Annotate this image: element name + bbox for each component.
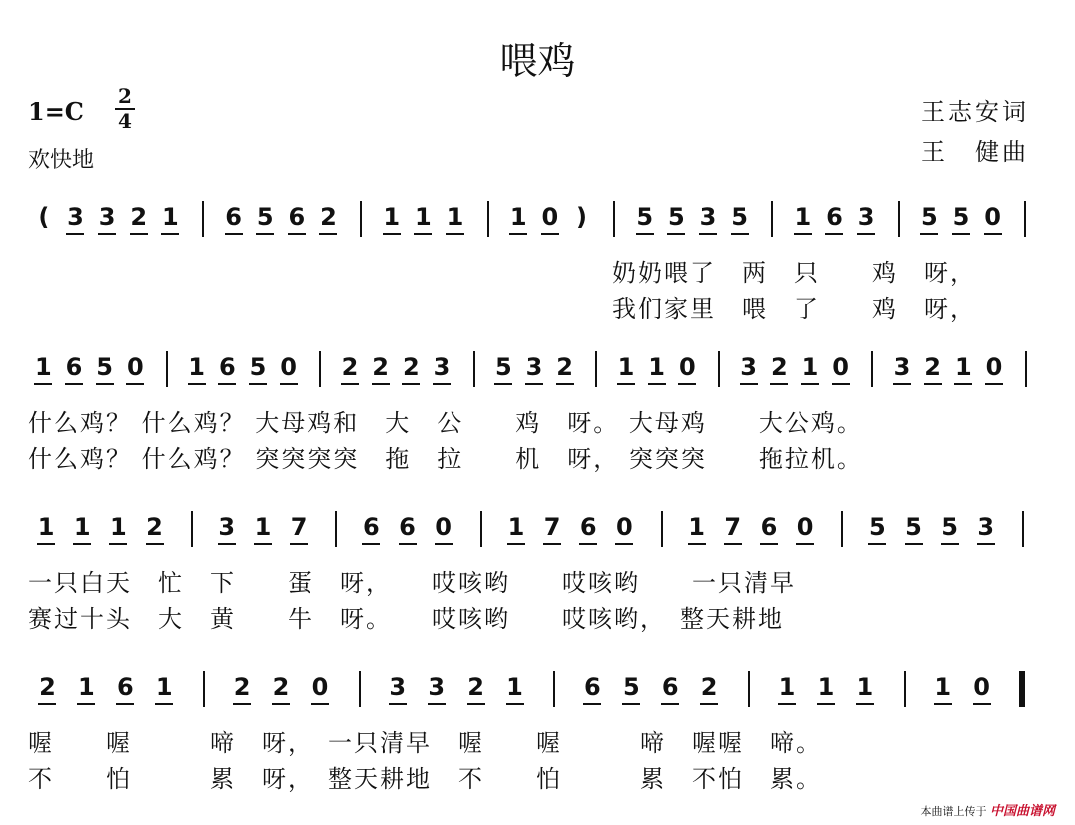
note: 2 [233, 673, 251, 701]
beam-underline [494, 383, 512, 385]
note: 2 [924, 353, 941, 381]
beam-underline [794, 233, 812, 235]
barline [613, 201, 615, 237]
note: 1 [34, 353, 52, 381]
note: 2 [341, 353, 359, 381]
beam-underline [428, 703, 446, 705]
barline [480, 511, 482, 547]
note: 6 [399, 513, 416, 541]
beam-underline [372, 383, 390, 385]
beam-underline [973, 703, 991, 705]
note: 0 [973, 673, 990, 701]
note: 2 [130, 203, 148, 231]
beam-underline [700, 703, 718, 705]
time-sig-top: 2 [118, 84, 132, 108]
beam-underline [34, 383, 52, 385]
note: 0 [615, 513, 633, 541]
beam-underline [73, 543, 91, 545]
note: 1 [688, 513, 705, 541]
beam-underline [817, 703, 835, 705]
note: 1 [73, 513, 91, 541]
beam-underline [38, 703, 56, 705]
note: 7 [543, 513, 561, 541]
lyric-line: 我们家里 喂 了 鸡 呀， [612, 295, 976, 323]
note: 1 [856, 673, 874, 701]
beam-underline [311, 703, 329, 705]
note: 3 [740, 353, 757, 381]
lyric-line: 喔 喔 啼 呀， 一只清早 喔 喔 啼 喔喔 啼。 [28, 729, 822, 757]
beam-underline [622, 703, 640, 705]
note: 6 [65, 353, 83, 381]
note: 6 [584, 673, 601, 701]
beam-underline [543, 543, 561, 545]
note: 1 [155, 673, 173, 701]
note: 0 [541, 203, 559, 231]
note: ) [575, 203, 587, 231]
beam-underline [740, 383, 758, 385]
beam-underline [541, 233, 559, 235]
barline [319, 351, 321, 387]
beam-underline [254, 543, 272, 545]
note: 6 [218, 353, 236, 381]
key-signature: 1=C [28, 97, 84, 126]
note: 1 [188, 353, 205, 381]
barline [841, 511, 843, 547]
barline [1022, 511, 1024, 547]
note: 5 [731, 203, 748, 231]
beam-underline [98, 233, 116, 235]
note: 5 [920, 203, 938, 231]
note: 3 [525, 353, 543, 381]
note: 5 [622, 673, 640, 701]
barline [661, 511, 663, 547]
footer [920, 800, 1055, 819]
barline [202, 201, 204, 237]
note: 1 [161, 203, 179, 231]
beam-underline [801, 383, 819, 385]
beam-underline [272, 703, 290, 705]
beam-underline [65, 383, 83, 385]
note: 5 [256, 203, 274, 231]
beam-underline [770, 383, 788, 385]
barline [1019, 671, 1025, 707]
beam-underline [383, 233, 401, 235]
beam-underline [362, 543, 380, 545]
beam-underline [617, 383, 635, 385]
beam-underline [985, 383, 1003, 385]
note: 0 [280, 353, 297, 381]
note: 0 [435, 513, 452, 541]
beam-underline [661, 703, 679, 705]
beam-underline [77, 703, 95, 705]
note: 1 [794, 203, 812, 231]
note: 5 [868, 513, 886, 541]
note: 2 [402, 353, 420, 381]
barline [473, 351, 475, 387]
beam-underline [218, 543, 236, 545]
note: 5 [941, 513, 958, 541]
note: 2 [556, 353, 573, 381]
note: 2 [372, 353, 389, 381]
barline [335, 511, 337, 547]
note: 1 [254, 513, 272, 541]
beam-underline [435, 543, 453, 545]
beam-underline [856, 703, 874, 705]
time-sig-bottom: 4 [118, 109, 132, 133]
lyric-line: 什么鸡？ 什么鸡？ 大母鸡和 大 公 鸡 呀。 大母鸡 大公鸡。 [28, 409, 863, 437]
lyric-line: 一只白天 忙 下 蛋 呀， 哎咳哟 哎咳哟 一只清早 [28, 569, 796, 597]
barline [595, 351, 597, 387]
note: 5 [636, 203, 654, 231]
note: 1 [817, 673, 835, 701]
note: 0 [832, 353, 849, 381]
note: 7 [290, 513, 308, 541]
beam-underline [924, 383, 942, 385]
beam-underline [507, 543, 525, 545]
beam-underline [280, 383, 298, 385]
note: 3 [857, 203, 875, 231]
note: 3 [218, 513, 236, 541]
beam-underline [341, 383, 359, 385]
beam-underline [37, 543, 55, 545]
beam-underline [161, 233, 179, 235]
beam-underline [96, 383, 114, 385]
note: 6 [362, 513, 380, 541]
beam-underline [225, 233, 243, 235]
note: 0 [984, 203, 1001, 231]
beam-underline [699, 233, 717, 235]
beam-underline [109, 543, 127, 545]
beam-underline [66, 233, 84, 235]
beam-underline [952, 233, 970, 235]
song-title: 喂鸡 [499, 39, 576, 83]
beam-underline [155, 703, 173, 705]
note: 0 [678, 353, 696, 381]
beam-underline [934, 703, 952, 705]
beam-underline [583, 703, 601, 705]
barline [553, 671, 555, 707]
beam-underline [130, 233, 148, 235]
note: 5 [952, 203, 970, 231]
beam-underline [857, 233, 875, 235]
beam-underline [249, 383, 267, 385]
note: 6 [760, 513, 778, 541]
beam-underline [414, 233, 432, 235]
note: 3 [389, 673, 407, 701]
note: 3 [699, 203, 717, 231]
beam-underline [796, 543, 814, 545]
note: 5 [494, 353, 512, 381]
tempo-marking: 欢快地 [28, 148, 95, 173]
note: 1 [383, 203, 401, 231]
note: 1 [954, 353, 972, 381]
barline [871, 351, 873, 387]
note: 1 [509, 203, 527, 231]
lyric-line: 赛过十头 大 黄 牛 呀。 哎咳哟 哎咳哟， 整天耕地 [28, 605, 784, 633]
barline [771, 201, 773, 237]
lyric-line: 奶奶喂了 两 只 鸡 呀， [612, 259, 976, 287]
barline [359, 671, 361, 707]
beam-underline [525, 383, 543, 385]
note: 2 [320, 203, 337, 231]
note: 1 [648, 353, 665, 381]
note: 5 [905, 513, 922, 541]
beam-underline [825, 233, 843, 235]
beam-underline [688, 543, 706, 545]
barline [904, 671, 906, 707]
note: 0 [311, 673, 329, 701]
beam-underline [556, 383, 574, 385]
beam-underline [389, 703, 407, 705]
note: 1 [506, 673, 523, 701]
site-logo: 中国曲谱网 [989, 804, 1055, 819]
note: 1 [934, 673, 952, 701]
beam-underline [615, 543, 633, 545]
note: 2 [467, 673, 484, 701]
lyric-line: 不 怕 累 呀， 整天耕地 不 怕 累 不怕 累。 [28, 765, 822, 793]
beam-underline [319, 233, 337, 235]
barline [1025, 351, 1027, 387]
barline [487, 201, 489, 237]
note: 6 [225, 203, 242, 231]
beam-underline [233, 703, 251, 705]
note: 0 [796, 513, 814, 541]
beam-underline [188, 383, 206, 385]
note: 6 [661, 673, 679, 701]
note: 5 [249, 353, 267, 381]
barline [166, 351, 168, 387]
barline [748, 671, 750, 707]
note: 1 [109, 513, 127, 541]
beam-underline [731, 233, 749, 235]
beam-underline [941, 543, 959, 545]
note: 1 [507, 513, 525, 541]
note: 2 [770, 353, 788, 381]
note: 2 [146, 513, 163, 541]
beam-underline [256, 233, 274, 235]
note: 3 [433, 353, 451, 381]
time-signature [112, 86, 138, 132]
beam-underline [920, 233, 938, 235]
note: 3 [98, 203, 116, 231]
beam-underline [288, 233, 306, 235]
beam-underline [667, 233, 685, 235]
beam-underline [868, 543, 886, 545]
beam-underline [506, 703, 524, 705]
beam-underline [433, 383, 451, 385]
barline [1024, 201, 1026, 237]
note: 2 [272, 673, 290, 701]
note: 6 [579, 513, 597, 541]
beam-underline [146, 543, 164, 545]
note: 6 [826, 203, 843, 231]
beam-underline [977, 543, 995, 545]
barline [203, 671, 205, 707]
barline [191, 511, 193, 547]
lyricist-credit: 王志安词 [921, 98, 1029, 126]
beam-underline [399, 543, 417, 545]
note: 1 [446, 203, 464, 231]
beam-underline [509, 233, 527, 235]
beam-underline [218, 383, 236, 385]
beam-underline [636, 233, 654, 235]
note: 0 [985, 353, 1003, 381]
beam-underline [467, 703, 485, 705]
note: 1 [778, 673, 796, 701]
beam-underline [760, 543, 778, 545]
note: ( [38, 203, 50, 231]
composer-credit: 王 健曲 [921, 138, 1029, 166]
beam-underline [678, 383, 696, 385]
note: 2 [39, 673, 56, 701]
beam-underline [126, 383, 144, 385]
beam-underline [832, 383, 850, 385]
beam-underline [724, 543, 742, 545]
note: 1 [37, 513, 55, 541]
beam-underline [579, 543, 597, 545]
beam-underline [402, 383, 420, 385]
beam-underline [648, 383, 666, 385]
note: 3 [893, 353, 911, 381]
note: 5 [96, 353, 113, 381]
beam-underline [446, 233, 464, 235]
note: 6 [116, 673, 134, 701]
barline [718, 351, 720, 387]
note: 1 [617, 353, 635, 381]
beam-underline [954, 383, 972, 385]
note: 1 [414, 203, 432, 231]
note: 7 [724, 513, 742, 541]
beam-underline [116, 703, 134, 705]
note: 3 [428, 673, 446, 701]
beam-underline [893, 383, 911, 385]
note: 2 [700, 673, 718, 701]
barline [360, 201, 362, 237]
lyric-line: 什么鸡？ 什么鸡？ 突突突突 拖 拉 机 呀， 突突突 拖拉机。 [28, 445, 863, 473]
note: 6 [288, 203, 306, 231]
note: 3 [977, 513, 995, 541]
note: 1 [801, 353, 819, 381]
note: 3 [67, 203, 84, 231]
note: 5 [667, 203, 685, 231]
beam-underline [905, 543, 923, 545]
beam-underline [984, 233, 1002, 235]
footer-prefix: 本曲谱上传于 [920, 805, 987, 818]
beam-underline [778, 703, 796, 705]
note: 0 [126, 353, 144, 381]
note: 1 [78, 673, 95, 701]
barline [898, 201, 900, 237]
beam-underline [290, 543, 308, 545]
